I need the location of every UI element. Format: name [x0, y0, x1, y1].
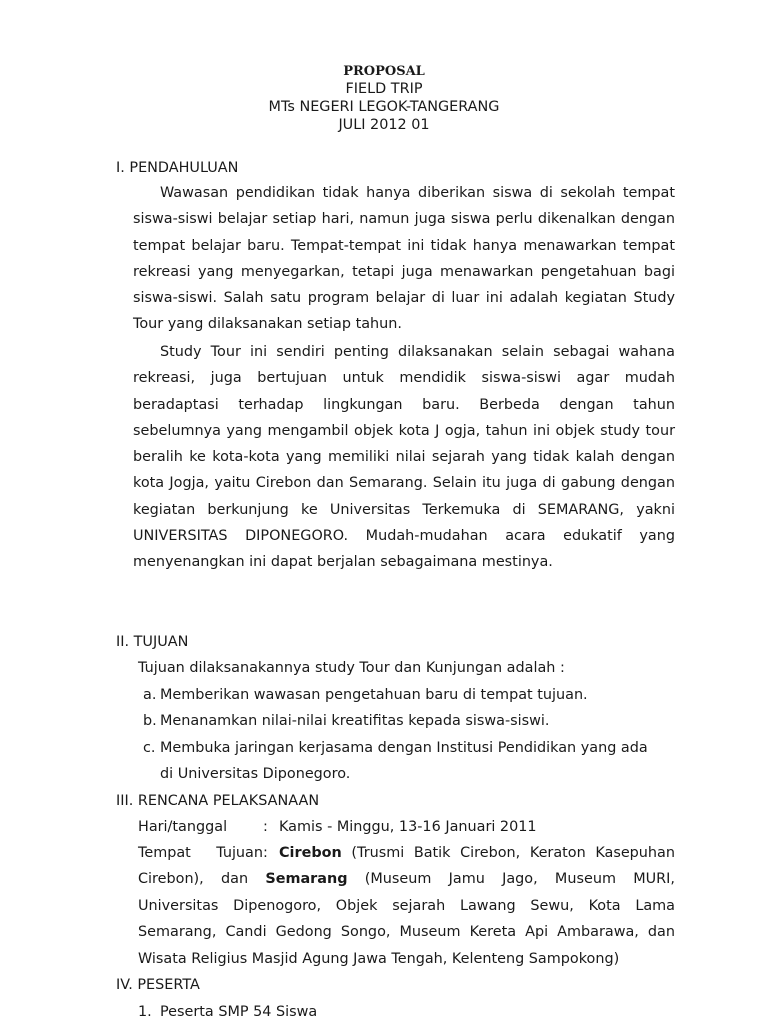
document-header: [0, 64, 768, 134]
tujuan-intro: Tujuan dilaksanakannya study Tour dan Kunjungan adalah :: [138, 660, 565, 676]
list-item: Membuka jaringan kerjasama dengan Institusi Pendidikan yang ada: [160, 740, 648, 756]
place-city-cirebon: Cirebon: [279, 845, 342, 861]
list-item-continuation: di Universitas Diponegoro.: [160, 766, 351, 782]
date-separator: :: [263, 819, 268, 835]
place-row-5: Wisata Religius Masjid Agung Jawa Tengah, Kelenteng Sampokong): [138, 951, 620, 967]
place-text-2b: (Museum Jamu Jago, Museum MURI,: [347, 871, 675, 887]
section-heading-rencana: III. RENCANA PELAKSANAAN: [116, 793, 320, 809]
header-school: MTs NEGERI LEGOK-TANGERANG: [268, 99, 500, 115]
list-marker: c.: [143, 740, 156, 756]
list-item: Menanamkan nilai-nilai kreatifitas kepada siswa-siswi.: [160, 713, 550, 729]
header-proposal: PROPOSAL: [343, 64, 425, 79]
paragraph-1: [133, 180, 675, 338]
date-row: [138, 818, 537, 836]
place-text-1: (Trusmi Batik Cirebon, Keraton Kasepuhan: [341, 845, 675, 861]
place-row-2: [138, 866, 675, 892]
header-field-trip: FIELD TRIP: [345, 81, 423, 97]
place-row-1: [138, 840, 675, 866]
place-row-3: Universitas Dipenogoro, Objek sejarah Lawang Sewu, Kota Lama: [138, 898, 675, 914]
date-value: Kamis - Minggu, 13-16 Januari 2011: [279, 819, 537, 835]
list-item: Memberikan wawasan pengetahuan baru di tempat tujuan.: [160, 687, 588, 703]
header-date: JULI 2012 01: [338, 117, 430, 133]
paragraph-2: [133, 339, 675, 576]
list-marker: a.: [143, 687, 157, 703]
place-label: Tempat Tujuan: [138, 845, 263, 861]
place-row-4: Semarang, Candi Gedong Songo, Museum Kereta Api Ambarawa, dan: [138, 924, 675, 940]
list-item: Peserta SMP 54 Siswa: [160, 1004, 318, 1020]
list-marker: b.: [143, 713, 157, 729]
place-separator: :: [263, 845, 268, 861]
date-label: Hari/tanggal: [138, 819, 228, 835]
paragraph-2-text: Study Tour ini sendiri penting dilaksanakan selain sebagai wahana rekreasi, juga bertujuan untuk mendidik siswa-siswi agar mudah beradaptasi terhadap lingkungan baru. Berbeda dengan tahun sebelumnya yang mengambil objek kota J ogja, tahun ini objek study tour beralih ke kota-kota yang memiliki nilai sejarah yang tidak kalah dengan kota Jogja, yaitu Cirebon dan Semarang. Selain itu juga di gabung dengan kegiatan berkunjung ke Universitas Terkemuka di SEMARANG, yakni UNIVERSITAS DIPONEGORO. Mudah-mudahan acara edukatif yang menyenangkan ini dapat berjalan sebagaimana mestinya.: [133, 344, 675, 571]
section-heading-pendahuluan: I. PENDAHULUAN: [116, 160, 239, 176]
paragraph-1-text: Wawasan pendidikan tidak hanya diberikan siswa di sekolah tempat siswa-siswi belajar setiap hari, namun juga siswa perlu dikenalkan dengan tempat belajar baru. Tempat-tempat ini tidak hanya menawarkan tempat rekreasi yang menyegarkan, tetapi juga menawarkan pengetahuan bagi siswa-siswi. Salah satu program belajar di luar ini adalah kegiatan Study Tour yang dilaksanakan setiap tahun.: [133, 185, 675, 333]
list-marker: 1.: [138, 1004, 152, 1020]
section-heading-peserta: IV. PESERTA: [116, 977, 200, 993]
section-heading-tujuan: II. TUJUAN: [116, 634, 189, 650]
place-text-2a: Cirebon), dan: [138, 871, 266, 887]
place-city-semarang: Semarang: [265, 871, 348, 887]
